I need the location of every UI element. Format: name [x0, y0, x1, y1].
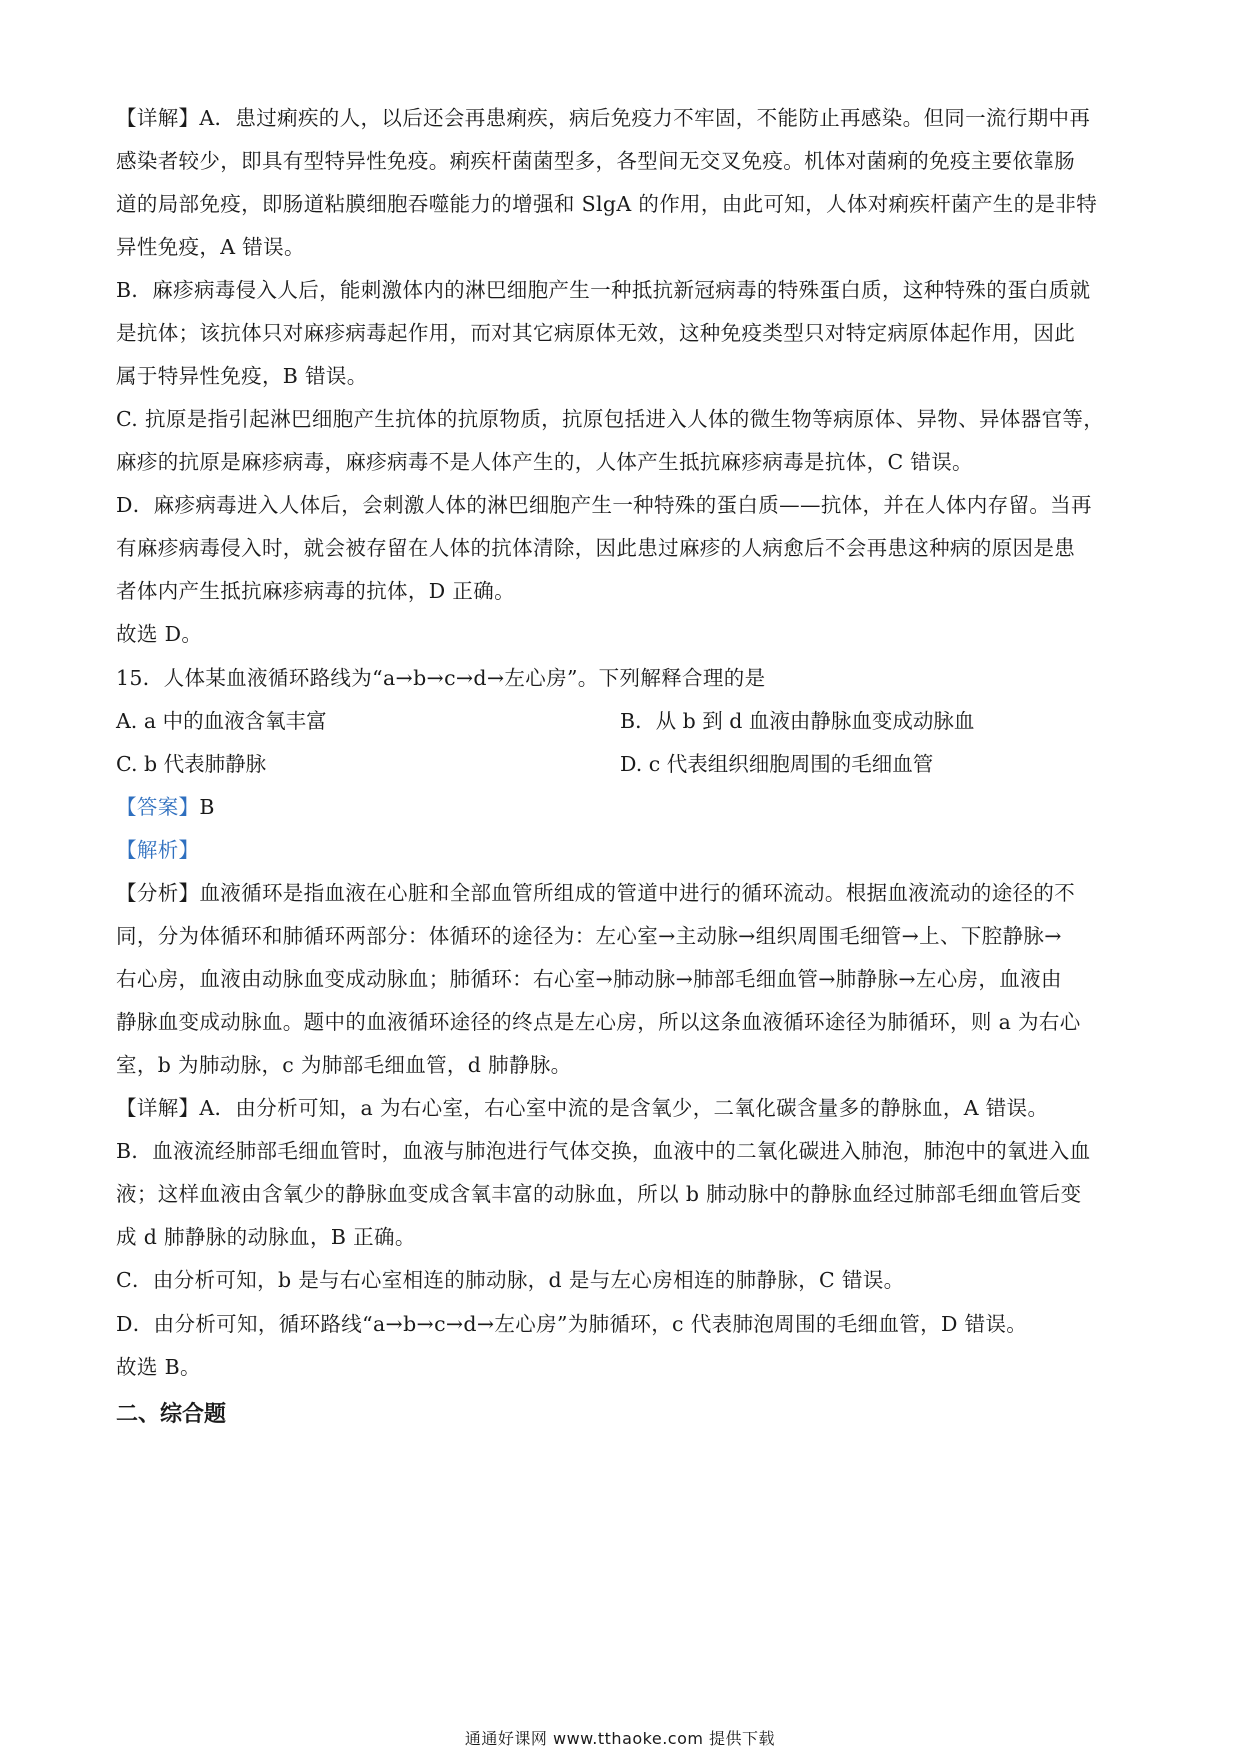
option-b: B．从 b 到 d 血液由静脉血变成动脉血: [620, 709, 975, 733]
text-line: C. 抗原是指引起淋巴细胞产生抗体的抗原物质，抗原包括进入人体的微生物等病原体、异物、异体器官等，: [116, 407, 1105, 431]
text-line: 静脉血变成动脉血。题中的血液循环途径的终点是左心房，所以这条血液循环途径为肺循环，则 a 为右心: [116, 1010, 1081, 1034]
option-c: C. b 代表肺静脉: [116, 752, 267, 776]
choose-answer-line: 故选 D。: [116, 622, 203, 646]
text-line: 是抗体；该抗体只对麻疹病毒起作用，而对其它病原体无效，这种免疫类型只对特定病原体起作用，因此: [116, 321, 1076, 345]
text-line: 道的局部免疫，即肠道粘膜细胞吞噬能力的增强和 SlgA 的作用，由此可知，人体对痢疾杆菌产生的是非特: [116, 192, 1098, 216]
text-line: D．由分析可知，循环路线“a→b→c→d→左心房”为肺循环，c 代表肺泡周围的毛细血管，D 错误。: [116, 1312, 1028, 1336]
page-footer: 通通好课网 www.tthaoke.com 提供下载: [464, 1729, 776, 1748]
section-heading: 二、综合题: [116, 1402, 227, 1427]
text-line: 麻疹的抗原是麻疹病毒，麻疹病毒不是人体产生的，人体产生抵抗麻疹病毒是抗体，C 错误。: [116, 450, 973, 474]
text-line: 【详解】A．患过痢疾的人，以后还会再患痢疾，病后免疫力不牢固，不能防止再感染。但同一流行期中再: [116, 106, 1091, 130]
text-line: C．由分析可知，b 是与右心室相连的肺动脉，d 是与左心房相连的肺静脉，C 错误。: [116, 1268, 905, 1292]
question-15-stem: 15．人体某血液循环路线为“a→b→c→d→左心房”。下列解释合理的是: [116, 666, 766, 690]
text-line: 液；这样血液由含氧少的静脉血变成含氧丰富的动脉血，所以 b 肺动脉中的静脉血经过肺部毛细血管后变: [116, 1182, 1082, 1206]
text-line: 同，分为体循环和肺循环两部分：体循环的途径为：左心室→主动脉→组织周围毛细管→上、下腔静脉→: [116, 924, 1062, 948]
text-line: 室，b 为肺动脉，c 为肺部毛细血管，d 肺静脉。: [116, 1053, 572, 1077]
text-line: 感染者较少，即具有型特异性免疫。痢疾杆菌菌型多，各型间无交叉免疫。机体对菌痢的免疫主要依靠肠: [116, 149, 1076, 173]
text-line: B．麻疹病毒侵入人后，能刺激体内的淋巴细胞产生一种抵抗新冠病毒的特殊蛋白质，这种特殊的蛋白质就: [116, 278, 1091, 302]
answer-label: 【答案】: [116, 795, 200, 819]
text-line: D．麻疹病毒进入人体后，会刺激人体的淋巴细胞产生一种特殊的蛋白质——抗体，并在人体内存留。当再: [116, 493, 1092, 517]
answer-line: [116, 792, 1136, 822]
analysis-label: 【解析】: [116, 838, 200, 862]
text-line: 有麻疹病毒侵入时，就会被存留在人体的抗体清除，因此患过麻疹的人病愈后不会再患这种病的原因是患: [116, 536, 1076, 560]
text-line: 成 d 肺静脉的动脉血，B 正确。: [116, 1225, 416, 1249]
text-line: 者体内产生抵抗麻疹病毒的抗体，D 正确。: [116, 579, 515, 603]
text-line: 【分析】血液循环是指血液在心脏和全部血管所组成的管道中进行的循环流动。根据血液流动的途径的不: [116, 881, 1076, 905]
text-line: 【详解】A．由分析可知，a 为右心室，右心室中流的是含氧少，二氧化碳含量多的静脉血，A 错误。: [116, 1096, 1049, 1120]
answer-value: B: [199, 795, 215, 819]
text-line: 右心房，血液由动脉血变成动脉血；肺循环：右心室→肺动脉→肺部毛细血管→肺静脉→左心房，血液由: [116, 967, 1062, 991]
option-d: D. c 代表组织细胞周围的毛细血管: [620, 752, 934, 776]
text-line: 属于特异性免疫，B 错误。: [116, 364, 368, 388]
choose-answer-line: 故选 B。: [116, 1355, 201, 1379]
text-line: 异性免疫，A 错误。: [116, 235, 305, 259]
option-a: A. a 中的血液含氧丰富: [116, 709, 327, 733]
text-line: B．血液流经肺部毛细血管时，血液与肺泡进行气体交换，血液中的二氧化碳进入肺泡，肺泡中的氧进入血: [116, 1139, 1091, 1163]
